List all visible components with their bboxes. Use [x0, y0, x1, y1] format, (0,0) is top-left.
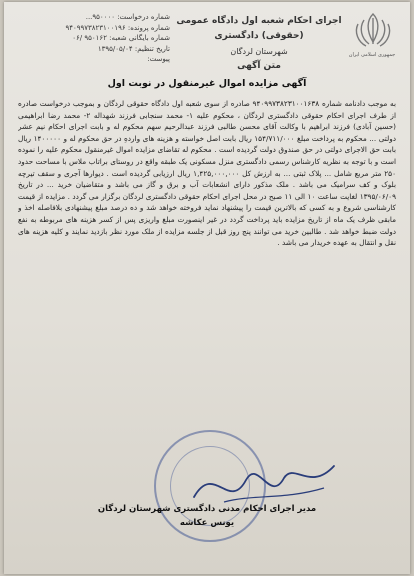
signer-title: مدیر اجرای احکام مدنی دادگستری شهرستان لردگان	[97, 504, 317, 514]
document-page	[4, 2, 410, 574]
iran-emblem-icon	[350, 10, 396, 50]
notice-headline: آگهی مزایده اموال غیرمنقول در نوبت اول	[107, 78, 307, 89]
case-number: شماره پرونده: ۹۴۰۹۹۷۳۸۲۳۱۰۰۱۹۶	[65, 23, 170, 32]
request-number: شماره درخواست: ۹۵۰۰۰۰...	[85, 13, 170, 21]
signer-name: یونس عکاشه	[179, 518, 235, 528]
archive-number: شماره بایگانی شعبه: ۹۵۰۱۶۲ /۰۶	[72, 34, 170, 42]
attachment: پیوست:	[147, 55, 170, 63]
emblem-caption: جمهوری اسلامی ایران	[348, 52, 396, 58]
issue-date: تاریخ تنظیم: ۱۳۹۵/۰۵/۰۴	[97, 44, 170, 53]
org-title: اجرای احکام شعبه اول دادگاه عمومی (حقوقی) دادگستری	[176, 16, 342, 41]
notice-label: متن آگهی	[237, 61, 281, 71]
document-meta	[20, 12, 170, 65]
organization-header	[174, 14, 344, 74]
notice-body: به موجب دادنامه شماره ۹۴۰۹۹۷۳۸۲۳۱۰۰۱۶۳۸ صادره از سوی شعبه اول دادگاه حقوقی لردگان و بموجب درخواست صادره از طرف اجرای احکام حقوقی دادگستری لردگان ، محکوم علیه ۱- محمد سنجابی فرزند شهداله ۲- محمد رضا ابراهیمی (حسین آبادی) فرزند ابراهیم با وکالت آقای محسن طالبی فرزند عبدالرحیم سهم محکوم له و بابت اجرای احکام نیم عشر دولتی ... محکوم به پرداخت مبلغ ۱۵۴/۷۱۱/۰۰۰ ریال بابت اصل خواسته و هزینه های واردهِ در حق محکوم له و ۱۴۰۰۰۰۰ ریال بابت حق الاجرای دولتی در حق صندوق دولت گردیده است . محکوم له تقاضای مزایده اموال غیرمنقول محکوم علیه را نموده است و با توجه به نظریه کارشناس رسمی دادگستری منزل مسکونی یک طبقه واقع در روستای براتاب ملاس با مساحت حدود ۲۵۰ متر مربع شامل ... پلاک ثبتی ... به ارزش کل ۱,۴۲۵,۰۰۰,۰۰۰ ریال ارزیابی گردیده است . دیوارها آجری و سقف تیرچه بلوک و کف سرامیک می باشد . ملک مذکور دارای انشعابات آب و برق و گاز می باشد و متقاضیان خرید ... در تاریخ ۱۳۹۵/۰۶/۰۹ لغایت ساعت ۱۰ الی ۱۱ صبح در محل اجرای احکام حقوقی دادگستری لردگان برگزار می گردد . مزایده از قیمت کارشناسی شروع و به کسی که بالاترین قیمت را پیشنهاد نماید فروخته خواهد شد و ده درصد مبلغ پیشنهادی بلافاصله اخذ و مابقی ظرف یک ماه از تاریخ مزایده باید پرداخت گردد در غیر اینصورت مبلغ واریزی پس از کسر هزینه های مربوطه به نفع دولت ضبط خواهد شد . طالبین خرید می توانند پنج روز قبل از جلسه مزایده از ملک مورد نظر بازدید نمایند و کلیه هزینه های نقل و انتقال به عهده خریدار می باشد .	[18, 99, 396, 248]
org-city: شهرستان لردگان	[230, 47, 288, 56]
signature-block	[44, 502, 370, 530]
